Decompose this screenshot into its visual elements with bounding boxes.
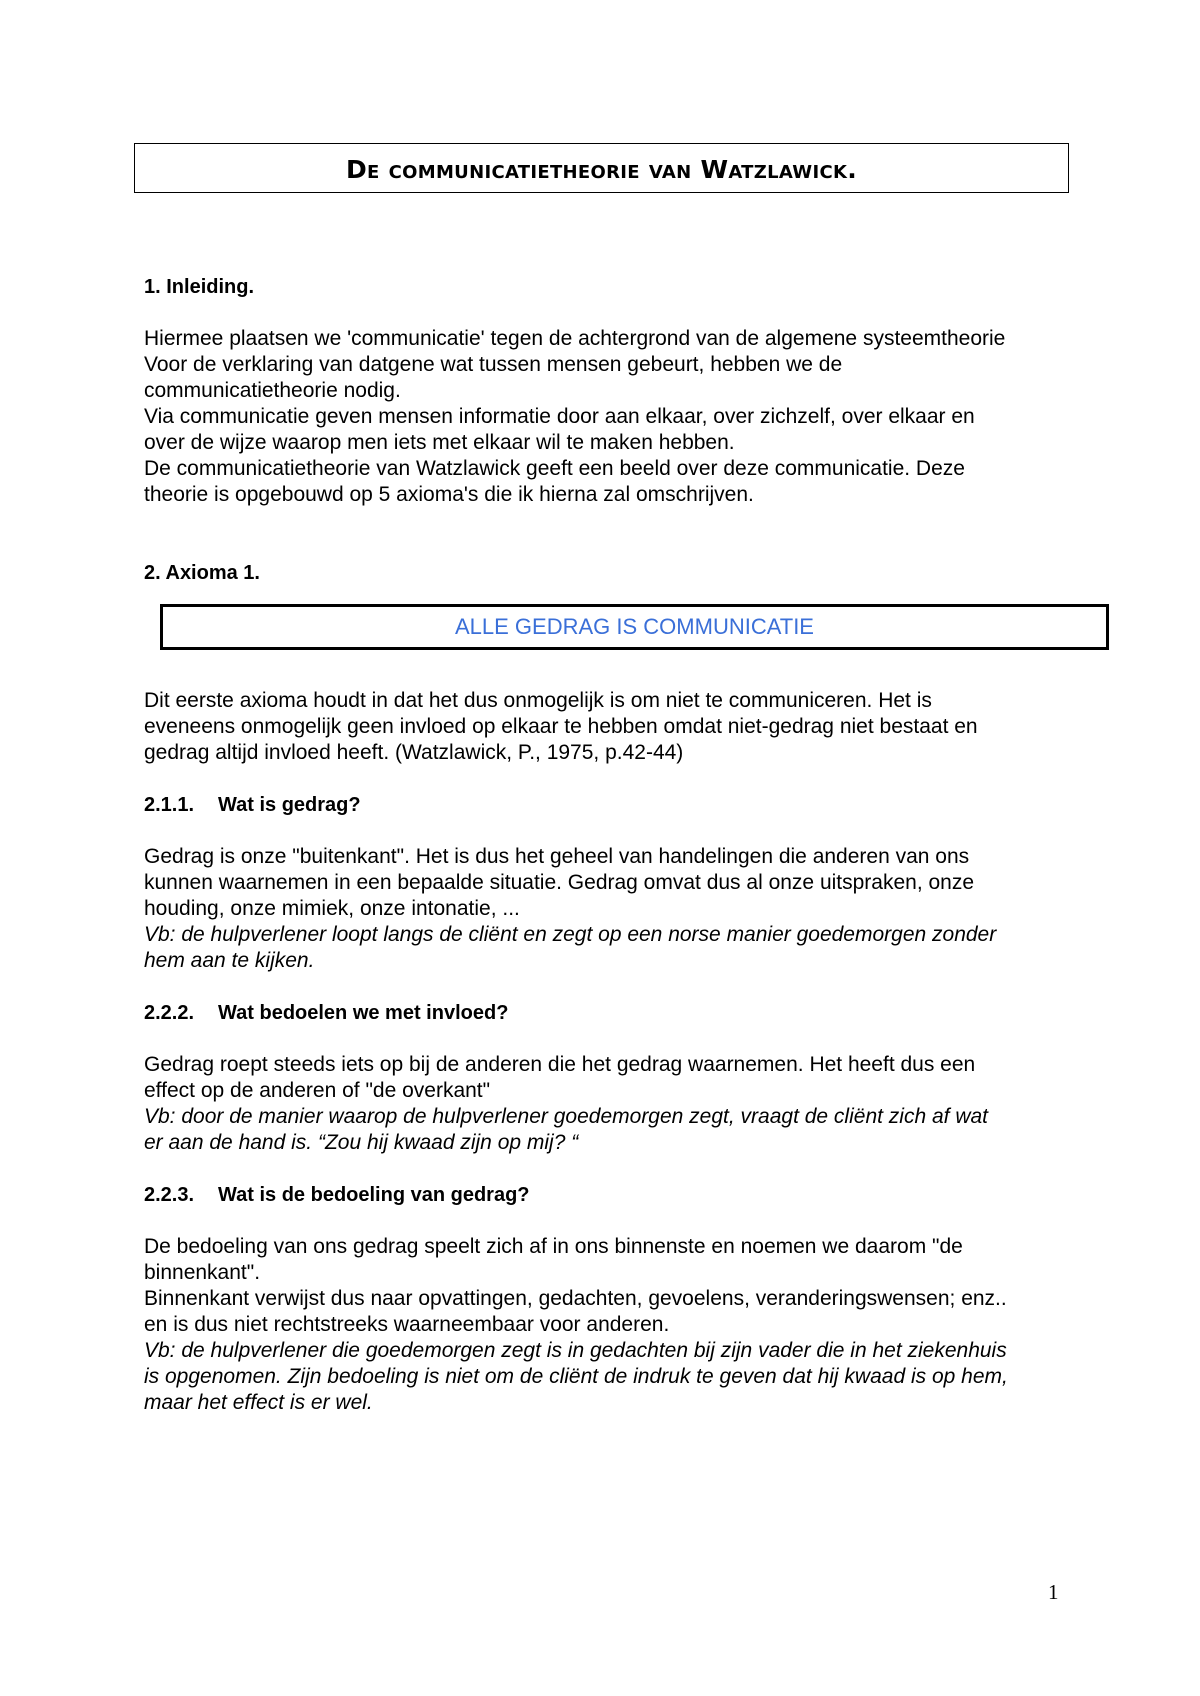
document-title: De communicatietheorie van Watzlawick. — [345, 155, 858, 184]
subsection-title: Wat is de bedoeling van gedrag? — [218, 1184, 530, 1206]
subsection-number: 2.1.1. — [144, 794, 195, 816]
intro-paragraph — [144, 326, 1074, 508]
text-line: houding, onze mimiek, onze intonatie, ... — [144, 897, 520, 920]
example-line: is opgenomen. Zijn bedoeling is niet om de cliënt de indruk te geven dat hij kwaad is op hem, — [144, 1365, 1008, 1388]
title-box — [134, 143, 1069, 193]
text-line: over de wijze waarop men iets met elkaar wil te maken hebben. — [144, 431, 735, 454]
subsection-paragraph — [144, 1234, 1074, 1416]
text-line: theorie is opgebouwd op 5 axioma's die ik hierna zal omschrijven. — [144, 483, 754, 506]
subsection-number: 2.2.2. — [144, 1002, 195, 1024]
text-line: gedrag altijd invloed heeft. (Watzlawick, P., 1975, p.42-44) — [144, 741, 684, 764]
text-line: communicatietheorie nodig. — [144, 379, 401, 402]
subsection-heading — [144, 1000, 1074, 1026]
text-line: kunnen waarnemen in een bepaalde situatie. Gedrag omvat dus al onze uitspraken, onze — [144, 871, 975, 894]
example-line: hem aan te kijken. — [144, 949, 315, 972]
axiom1-paragraph — [144, 688, 1074, 766]
subsection-title: Wat bedoelen we met invloed? — [218, 1002, 509, 1024]
text-line: De bedoeling van ons gedrag speelt zich af in ons binnenste en noemen we daarom "de — [144, 1235, 963, 1258]
section-heading-intro: 1. Inleiding. — [144, 276, 255, 298]
document-body — [144, 274, 1074, 1416]
text-line: Dit eerste axioma houdt in dat het dus onmogelijk is om niet te communiceren. Het is — [144, 689, 932, 712]
text-line: De communicatietheorie van Watzlawick geeft een beeld over deze communicatie. Deze — [144, 457, 965, 480]
text-line: eveneens onmogelijk geen invloed op elkaar te hebben omdat niet-gedrag niet bestaat en — [144, 715, 978, 738]
text-line: Voor de verklaring van datgene wat tussen mensen gebeurt, hebben we de — [144, 353, 843, 376]
example-line: Vb: de hulpverlener loopt langs de cliënt en zegt op een norse manier goedemorgen zonder — [144, 923, 997, 946]
axiom-statement-box — [160, 604, 1109, 650]
text-line: Via communicatie geven mensen informatie door aan elkaar, over zichzelf, over elkaar en — [144, 405, 975, 428]
subsection-title: Wat is gedrag? — [218, 794, 361, 816]
page-number: 1 — [1048, 1580, 1059, 1604]
text-line: Gedrag is onze "buitenkant". Het is dus het geheel van handelingen die anderen van ons — [144, 845, 970, 868]
example-line: Vb: door de manier waarop de hulpverlener goedemorgen zegt, vraagt de cliënt zich af wat — [144, 1105, 988, 1128]
example-line: maar het effect is er wel. — [144, 1391, 373, 1414]
subsection-heading — [144, 1182, 1074, 1208]
subsection-heading — [144, 792, 1074, 818]
text-line: binnenkant". — [144, 1261, 261, 1284]
example-line: er aan de hand is. “Zou hij kwaad zijn op mij? “ — [144, 1131, 579, 1154]
section-heading-axiom1: 2. Axioma 1. — [144, 562, 260, 584]
text-line: Hiermee plaatsen we 'communicatie' tegen de achtergrond van de algemene systeemtheorie — [144, 327, 1006, 350]
text-line: Binnenkant verwijst dus naar opvattingen, gedachten, gevoelens, veranderingswensen; enz.. — [144, 1287, 1007, 1310]
text-line: Gedrag roept steeds iets op bij de anderen die het gedrag waarnemen. Het heeft dus een — [144, 1053, 976, 1076]
subsection-paragraph — [144, 1052, 1074, 1156]
subsection-number: 2.2.3. — [144, 1184, 195, 1206]
text-line: effect op de anderen of "de overkant" — [144, 1079, 491, 1102]
text-line: en is dus niet rechtstreeks waarneembaar voor anderen. — [144, 1313, 670, 1336]
subsection-paragraph — [144, 844, 1074, 974]
axiom-statement: ALLE GEDRAG IS COMMUNICATIE — [455, 614, 814, 639]
example-line: Vb: de hulpverlener die goedemorgen zegt is in gedachten bij zijn vader die in het ziekenhuis — [144, 1339, 1007, 1362]
